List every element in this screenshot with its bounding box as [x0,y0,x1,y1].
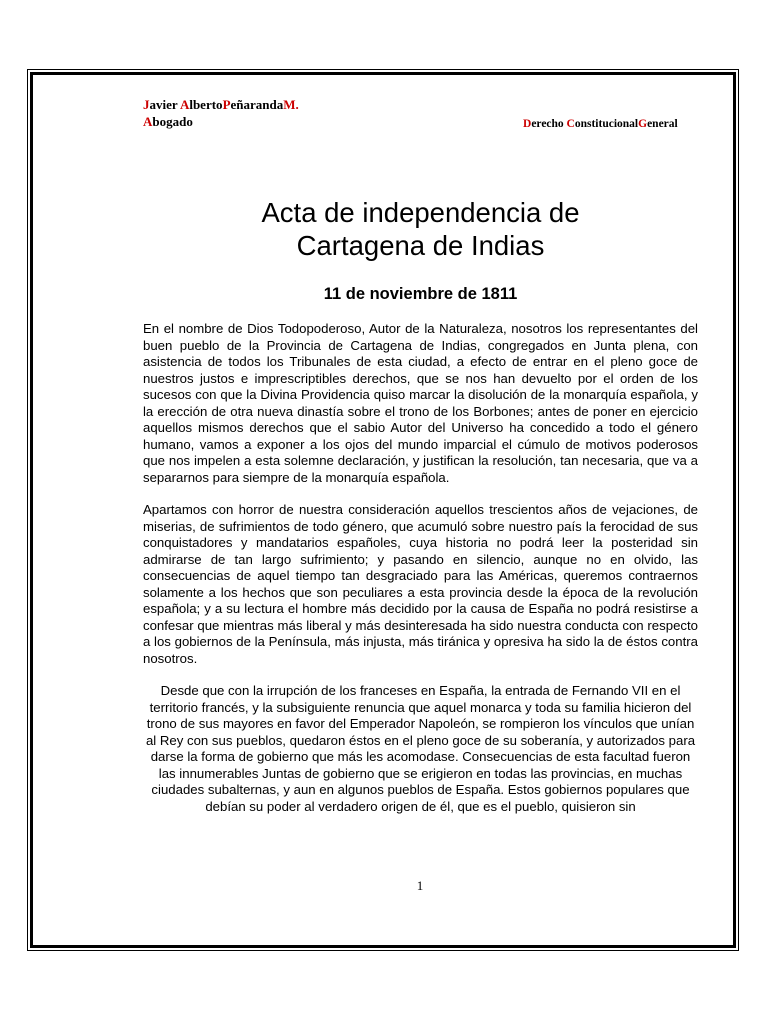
title-line-2: Cartagena de Indias [296,230,545,261]
document-date: 11 de noviembre de 1811 [323,285,518,303]
document-title [143,196,698,262]
page-number: 1 [416,878,424,893]
paragraph-2: Apartamos con horror de nuestra consideración aquellos trescientos años de vejaciones, de miserias, de sufrimientos de todo género, que acumuló sobre nuestro país la ferocidad de sus conquistadores y mandatarios españoles, cuya historia no podrá leer la posteridad sin admirarse de tan largo sufrimiento; y pasando en silencio, aunque no en olvido, las consecuencias de aquel tiempo tan desgraciado para las Américas, queremos contraernos solamente a los hechos que son peculiares a esta provincia desde la época de la revolución española; y a su lectura el hombre más decidido por la causa de España no podrá resistirse a confesar que mientras más liberal y más desinteresada ha sido nuestra conducta con respecto a los gobiernos de la Península, más injusta, más tiránica y opresiva ha sido la de éstos contra nosotros. [143,502,698,666]
author-name: Javier AlbertoPeñarandaM. [143,97,299,112]
document-body [143,321,698,831]
title-line-1: Acta de independencia de [261,197,580,228]
paragraph-3: Desde que con la irrupción de los franceses en España, la entrada de Fernando VII en el territorio francés, y la subsiguiente renuncia que aquel monarca y toda su familia hicieron del trono de sus mayores en favor del Emperador Napoleón, se rompieron los vínculos que unían al Rey con sus pueblos, quedaron éstos en el pleno goce de su soberanía, y autorizados para darse la forma de gobierno que más les acomodase. Consecuencias de esta facultad fueron las innumerables Juntas de gobierno que se erigieron en todas las provincias, en muchas ciudades subalternas, y aun en algunos pueblos de España. Estos gobiernos populares que debían su poder al verdadero origen de él, que es el pueblo, quisieron sin [145,683,696,814]
header-course: Derecho ConstitucionalGeneral [523,118,678,130]
header-author-block [143,96,299,130]
author-role: Abogado [143,114,193,129]
paragraph-1: En el nombre de Dios Todopoderoso, Autor de la Naturaleza, nosotros los representantes del buen pueblo de la Provincia de Cartagena de Indias, congregados en Junta plena, con asistencia de todos los Tribunales de esta ciudad, a efecto de entrar en el pleno goce de nuestros justos e imprescriptibles derechos, que se nos han devuelto por el orden de los sucesos con que la Divina Providencia quiso marcar la disolución de la monarquía española, y la erección de otra nueva dinastía sobre el trono de los Borbones; antes de poner en ejercicio aquellos mismos derechos que el sabio Autor del Universo ha concedido a todo el género humano, vamos a exponer a los ojos del mundo imparcial el cúmulo de motivos poderosos que nos impelen a esta solemne declaración, y justifican la resolución, tan necesaria, que va a separarnos para siempre de la monarquía española. [143,321,698,485]
